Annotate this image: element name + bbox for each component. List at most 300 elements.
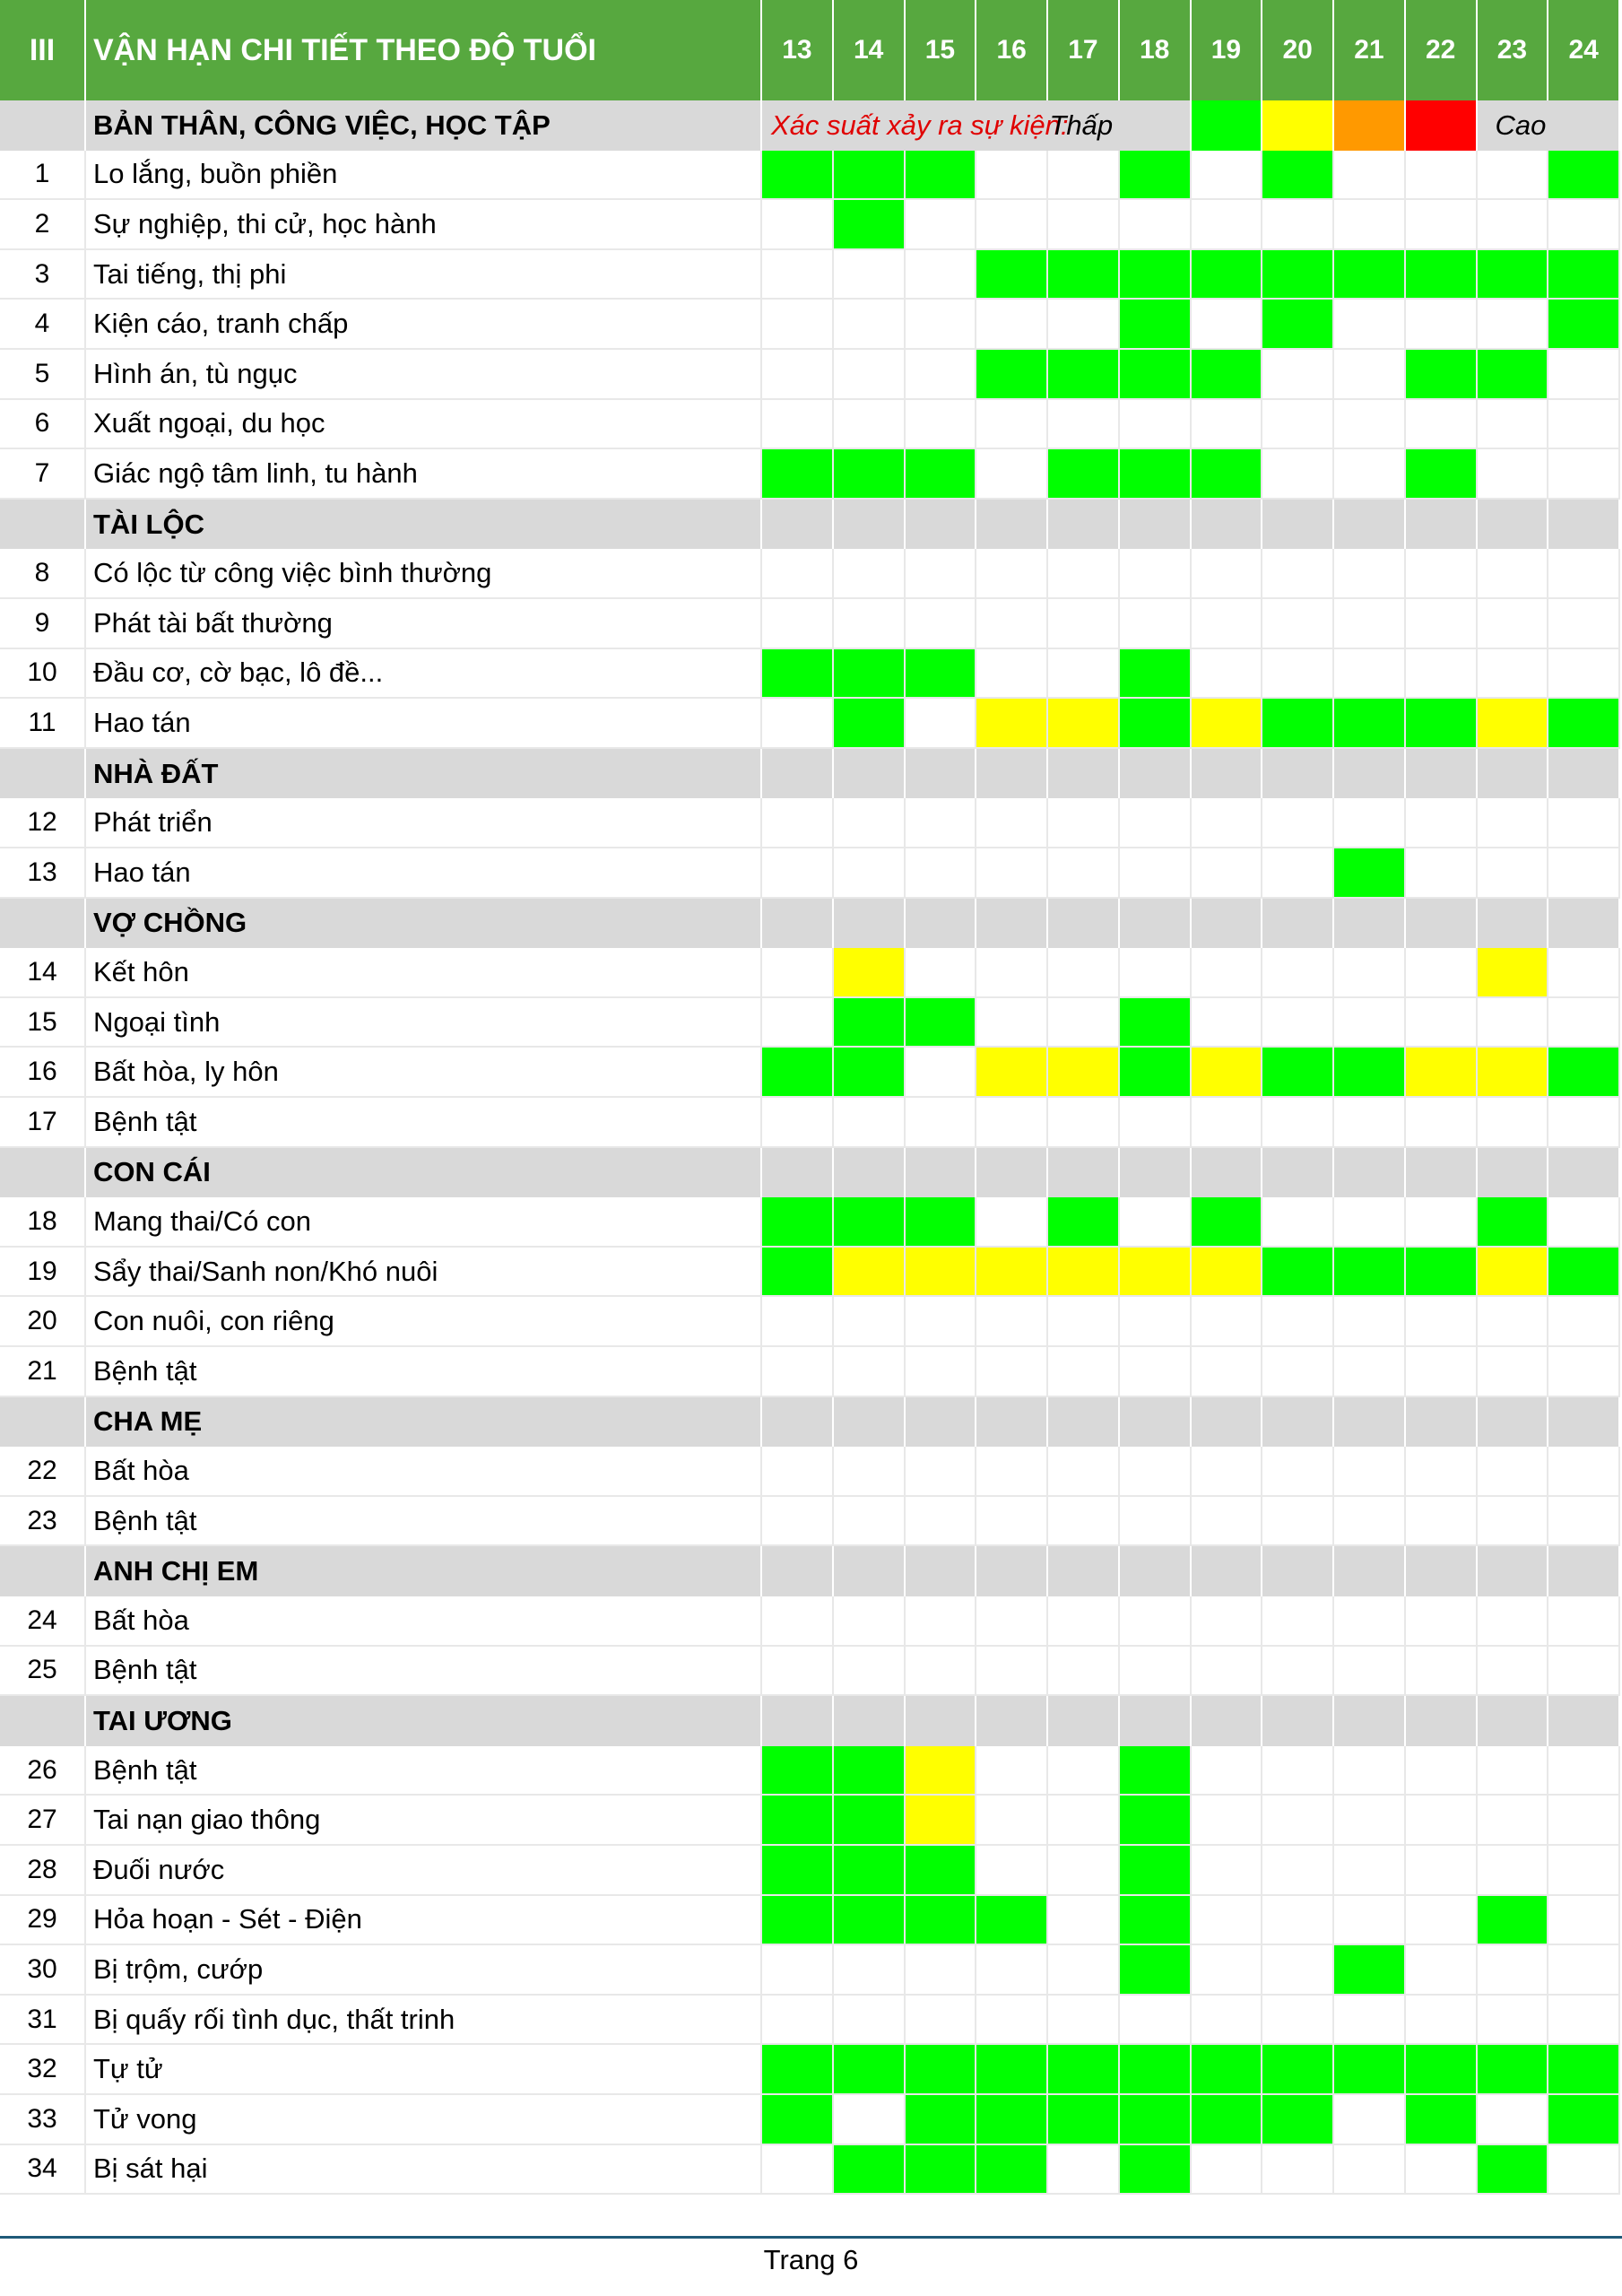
probability-low-cell xyxy=(834,1048,906,1098)
empty-cell xyxy=(976,848,1048,899)
empty-cell xyxy=(834,798,906,848)
empty-cell xyxy=(1048,1945,1120,1996)
empty-cell xyxy=(1192,151,1263,201)
table-row xyxy=(0,1497,1622,1547)
empty-cell xyxy=(1548,1996,1620,2046)
probability-low-cell xyxy=(1120,649,1192,700)
empty-cell xyxy=(1048,2145,1120,2196)
empty-cell xyxy=(1192,1497,1263,1547)
table-row xyxy=(0,699,1622,749)
row-label: Bệnh tật xyxy=(86,1347,762,1397)
probability-low-cell xyxy=(1048,1197,1120,1248)
table-row xyxy=(0,1447,1622,1497)
section-blank-cell xyxy=(976,899,1048,949)
section-number-cell xyxy=(0,1148,86,1198)
row-label: Sự nghiệp, thi cử, học hành xyxy=(86,200,762,250)
probability-medium-cell xyxy=(976,1048,1048,1098)
section-blank-cell xyxy=(1548,1546,1620,1596)
section-blank-cell xyxy=(976,1148,1048,1198)
empty-cell xyxy=(1334,400,1406,450)
empty-cell xyxy=(1478,1347,1549,1397)
empty-cell xyxy=(762,798,834,848)
empty-cell xyxy=(1406,400,1478,450)
empty-cell xyxy=(834,1098,906,1148)
empty-cell xyxy=(1406,300,1478,350)
year-header: 17 xyxy=(1048,0,1120,100)
empty-cell xyxy=(834,1297,906,1347)
row-label: Phát tài bất thường xyxy=(86,599,762,649)
probability-low-cell xyxy=(1478,350,1549,400)
table-row xyxy=(0,1846,1622,1896)
section-blank-cell xyxy=(834,1696,906,1746)
probability-low-cell xyxy=(1548,2095,1620,2145)
section-header xyxy=(0,100,1622,151)
empty-cell xyxy=(1548,350,1620,400)
probability-low-cell xyxy=(906,2045,977,2095)
empty-cell xyxy=(976,1996,1048,2046)
row-label: Mang thai/Có con xyxy=(86,1197,762,1248)
probability-low-cell xyxy=(1120,1945,1192,1996)
year-header: 23 xyxy=(1478,0,1549,100)
probability-low-cell xyxy=(906,1197,977,1248)
row-number: 11 xyxy=(0,699,86,749)
empty-cell xyxy=(906,848,977,899)
section-blank-cell xyxy=(1406,1696,1478,1746)
legend-swatch xyxy=(1192,100,1263,151)
probability-medium-cell xyxy=(834,948,906,998)
row-number: 23 xyxy=(0,1497,86,1547)
empty-cell xyxy=(1262,599,1334,649)
footer-divider xyxy=(0,2236,1622,2239)
section-blank-cell xyxy=(834,1148,906,1198)
section-blank-cell xyxy=(1548,500,1620,550)
empty-cell xyxy=(762,250,834,300)
row-number: 20 xyxy=(0,1297,86,1347)
probability-medium-cell xyxy=(1478,1248,1549,1298)
probability-low-cell xyxy=(834,1746,906,1796)
section-blank-cell xyxy=(1406,1148,1478,1198)
probability-low-cell xyxy=(1406,699,1478,749)
row-number: 8 xyxy=(0,549,86,599)
legend-area xyxy=(762,100,1192,151)
probability-low-cell xyxy=(1334,1945,1406,1996)
empty-cell xyxy=(1478,649,1549,700)
empty-cell xyxy=(906,1048,977,1098)
section-blank-cell xyxy=(906,1397,977,1448)
section-number-cell xyxy=(0,1696,86,1746)
section-blank-cell xyxy=(1478,1148,1549,1198)
probability-low-cell xyxy=(1548,699,1620,749)
empty-cell xyxy=(1478,798,1549,848)
page-number: Trang 6 xyxy=(763,2244,859,2275)
empty-cell xyxy=(1048,1497,1120,1547)
row-label: Có lộc từ công việc bình thường xyxy=(86,549,762,599)
row-number: 2 xyxy=(0,200,86,250)
probability-low-cell xyxy=(1548,2045,1620,2095)
table-row xyxy=(0,848,1622,899)
empty-cell xyxy=(1192,200,1263,250)
section-blank-cell xyxy=(1120,1397,1192,1448)
table-row xyxy=(0,1896,1622,1946)
empty-cell xyxy=(976,1447,1048,1497)
empty-cell xyxy=(1120,1447,1192,1497)
empty-cell xyxy=(1548,1347,1620,1397)
table-row xyxy=(0,1297,1622,1347)
empty-cell xyxy=(1262,1846,1334,1896)
empty-cell xyxy=(1048,1647,1120,1697)
probability-medium-cell xyxy=(1478,948,1549,998)
section-blank-cell xyxy=(1478,899,1549,949)
probability-low-cell xyxy=(834,1796,906,1846)
probability-low-cell xyxy=(762,1846,834,1896)
probability-low-cell xyxy=(976,1896,1048,1946)
empty-cell xyxy=(906,1347,977,1397)
empty-cell xyxy=(1478,998,1549,1048)
empty-cell xyxy=(1406,151,1478,201)
probability-medium-cell xyxy=(1406,1048,1478,1098)
empty-cell xyxy=(976,599,1048,649)
section-title: TÀI LỘC xyxy=(86,500,762,550)
empty-cell xyxy=(1262,400,1334,450)
empty-cell xyxy=(1478,599,1549,649)
probability-low-cell xyxy=(1262,699,1334,749)
empty-cell xyxy=(762,2145,834,2196)
empty-cell xyxy=(1048,1098,1120,1148)
empty-cell xyxy=(1548,1197,1620,1248)
row-number: 17 xyxy=(0,1098,86,1148)
row-number: 4 xyxy=(0,300,86,350)
empty-cell xyxy=(1048,649,1120,700)
empty-cell xyxy=(1406,798,1478,848)
empty-cell xyxy=(762,1647,834,1697)
empty-cell xyxy=(762,1447,834,1497)
empty-cell xyxy=(976,1647,1048,1697)
row-number: 34 xyxy=(0,2145,86,2196)
empty-cell xyxy=(1478,2095,1549,2145)
section-header xyxy=(0,500,1622,550)
probability-low-cell xyxy=(1120,2145,1192,2196)
empty-cell xyxy=(1262,1746,1334,1796)
probability-low-cell xyxy=(1120,2045,1192,2095)
empty-cell xyxy=(1048,1896,1120,1946)
year-header: 14 xyxy=(834,0,906,100)
empty-cell xyxy=(1406,1846,1478,1896)
probability-low-cell xyxy=(1192,2045,1263,2095)
legend-label: Xác suất xảy ra sự kiện: xyxy=(771,109,1069,141)
table-row xyxy=(0,1746,1622,1796)
empty-cell xyxy=(1406,1197,1478,1248)
probability-low-cell xyxy=(1548,1048,1620,1098)
row-label: Bệnh tật xyxy=(86,1746,762,1796)
empty-cell xyxy=(1262,1647,1334,1697)
section-blank-cell xyxy=(1192,1148,1263,1198)
row-label: Giác ngộ tâm linh, tu hành xyxy=(86,449,762,500)
empty-cell xyxy=(1192,1996,1263,2046)
section-blank-cell xyxy=(1048,899,1120,949)
probability-low-cell xyxy=(1120,350,1192,400)
empty-cell xyxy=(1334,649,1406,700)
row-label: Đầu cơ, cờ bạc, lô đề... xyxy=(86,649,762,700)
empty-cell xyxy=(1262,1896,1334,1946)
probability-low-cell xyxy=(1120,1796,1192,1846)
empty-cell xyxy=(1120,200,1192,250)
empty-cell xyxy=(1406,549,1478,599)
empty-cell xyxy=(1120,400,1192,450)
probability-low-cell xyxy=(1478,250,1549,300)
empty-cell xyxy=(1262,1497,1334,1547)
probability-low-cell xyxy=(1048,250,1120,300)
empty-cell xyxy=(1192,649,1263,700)
empty-cell xyxy=(1548,649,1620,700)
empty-cell xyxy=(1334,1297,1406,1347)
probability-low-cell xyxy=(762,649,834,700)
probability-low-cell xyxy=(762,1746,834,1796)
empty-cell xyxy=(906,599,977,649)
section-title: NHÀ ĐẤT xyxy=(86,749,762,799)
empty-cell xyxy=(976,649,1048,700)
probability-low-cell xyxy=(1120,2095,1192,2145)
legend-swatch xyxy=(1406,100,1478,151)
empty-cell xyxy=(1192,1796,1263,1846)
empty-cell xyxy=(1406,998,1478,1048)
section-blank-cell xyxy=(834,1397,906,1448)
empty-cell xyxy=(1548,848,1620,899)
legend-high: Cao xyxy=(1495,109,1547,141)
table-row xyxy=(0,599,1622,649)
table-row xyxy=(0,151,1622,201)
table-row xyxy=(0,300,1622,350)
probability-medium-cell xyxy=(976,699,1048,749)
row-number: 32 xyxy=(0,2045,86,2095)
empty-cell xyxy=(1406,1896,1478,1946)
empty-cell xyxy=(1548,1945,1620,1996)
probability-medium-cell xyxy=(1478,1048,1549,1098)
empty-cell xyxy=(1262,848,1334,899)
row-number: 9 xyxy=(0,599,86,649)
empty-cell xyxy=(1048,200,1120,250)
probability-low-cell xyxy=(1048,350,1120,400)
empty-cell xyxy=(834,2095,906,2145)
probability-low-cell xyxy=(1120,1896,1192,1946)
probability-low-cell xyxy=(1120,151,1192,201)
empty-cell xyxy=(1406,1297,1478,1347)
empty-cell xyxy=(976,400,1048,450)
section-blank-cell xyxy=(1334,749,1406,799)
empty-cell xyxy=(906,1497,977,1547)
empty-cell xyxy=(1192,400,1263,450)
section-blank-cell xyxy=(1548,1696,1620,1746)
empty-cell xyxy=(1192,948,1263,998)
empty-cell xyxy=(1478,1996,1549,2046)
table-row xyxy=(0,2145,1622,2196)
section-blank-cell xyxy=(1478,500,1549,550)
empty-cell xyxy=(1478,200,1549,250)
section-blank-cell xyxy=(1334,1546,1406,1596)
section-header xyxy=(0,749,1622,799)
section-number-cell xyxy=(0,1397,86,1448)
empty-cell xyxy=(1548,1596,1620,1647)
empty-cell xyxy=(834,1497,906,1547)
row-number: 21 xyxy=(0,1347,86,1397)
legend-swatch xyxy=(1334,100,1406,151)
empty-cell xyxy=(1478,1746,1549,1796)
empty-cell xyxy=(1548,998,1620,1048)
empty-cell xyxy=(1262,1347,1334,1397)
empty-cell xyxy=(1406,1596,1478,1647)
section-blank-cell xyxy=(1120,1148,1192,1198)
probability-low-cell xyxy=(1334,2045,1406,2095)
empty-cell xyxy=(1334,798,1406,848)
section-blank-cell xyxy=(1334,1696,1406,1746)
table-row xyxy=(0,1796,1622,1846)
section-blank-cell xyxy=(1192,1397,1263,1448)
empty-cell xyxy=(976,1796,1048,1846)
empty-cell xyxy=(1334,1347,1406,1397)
empty-cell xyxy=(1334,1197,1406,1248)
table-row xyxy=(0,649,1622,700)
probability-low-cell xyxy=(834,200,906,250)
probability-low-cell xyxy=(976,2145,1048,2196)
empty-cell xyxy=(1192,1596,1263,1647)
empty-cell xyxy=(834,1596,906,1647)
row-label: Bất hòa xyxy=(86,1447,762,1497)
empty-cell xyxy=(1192,848,1263,899)
probability-low-cell xyxy=(1478,2145,1549,2196)
empty-cell xyxy=(1120,549,1192,599)
probability-low-cell xyxy=(1262,1048,1334,1098)
probability-low-cell xyxy=(762,1796,834,1846)
probability-low-cell xyxy=(1334,1048,1406,1098)
empty-cell xyxy=(834,1945,906,1996)
probability-low-cell xyxy=(1192,350,1263,400)
probability-low-cell xyxy=(1406,250,1478,300)
probability-low-cell xyxy=(1406,350,1478,400)
probability-low-cell xyxy=(834,998,906,1048)
probability-low-cell xyxy=(1548,1248,1620,1298)
row-label: Bất hòa, ly hôn xyxy=(86,1048,762,1098)
row-label: Tai nạn giao thông xyxy=(86,1796,762,1846)
empty-cell xyxy=(1334,948,1406,998)
section-title: CON CÁI xyxy=(86,1148,762,1198)
empty-cell xyxy=(1406,599,1478,649)
table-row xyxy=(0,1596,1622,1647)
row-label: Tai tiếng, thị phi xyxy=(86,250,762,300)
probability-low-cell xyxy=(1120,1846,1192,1896)
section-header xyxy=(0,1696,1622,1746)
probability-low-cell xyxy=(1048,2045,1120,2095)
empty-cell xyxy=(1262,1996,1334,2046)
probability-low-cell xyxy=(1406,1248,1478,1298)
empty-cell xyxy=(976,300,1048,350)
section-blank-cell xyxy=(834,749,906,799)
empty-cell xyxy=(976,1497,1048,1547)
empty-cell xyxy=(1192,599,1263,649)
empty-cell xyxy=(906,200,977,250)
section-blank-cell xyxy=(906,1696,977,1746)
probability-low-cell xyxy=(1262,2045,1334,2095)
empty-cell xyxy=(834,1347,906,1397)
empty-cell xyxy=(1548,1647,1620,1697)
empty-cell xyxy=(1262,200,1334,250)
table-row xyxy=(0,1248,1622,1298)
probability-low-cell xyxy=(906,1896,977,1946)
section-blank-cell xyxy=(1120,500,1192,550)
section-blank-cell xyxy=(762,749,834,799)
section-blank-cell xyxy=(1406,899,1478,949)
empty-cell xyxy=(1548,1497,1620,1547)
table-row xyxy=(0,1048,1622,1098)
empty-cell xyxy=(1262,649,1334,700)
section-blank-cell xyxy=(1334,899,1406,949)
empty-cell xyxy=(1192,1347,1263,1397)
row-label: Bệnh tật xyxy=(86,1497,762,1547)
section-blank-cell xyxy=(762,1546,834,1596)
section-blank-cell xyxy=(1192,1546,1263,1596)
empty-cell xyxy=(1406,848,1478,899)
section-blank-cell xyxy=(1262,899,1334,949)
section-blank-cell xyxy=(976,1546,1048,1596)
row-label: Kiện cáo, tranh chấp xyxy=(86,300,762,350)
section-blank-cell xyxy=(1192,500,1263,550)
empty-cell xyxy=(1048,1746,1120,1796)
probability-low-cell xyxy=(762,2095,834,2145)
empty-cell xyxy=(1478,549,1549,599)
empty-cell xyxy=(1478,1098,1549,1148)
section-blank-cell xyxy=(1478,749,1549,799)
empty-cell xyxy=(762,699,834,749)
empty-cell xyxy=(1192,549,1263,599)
empty-cell xyxy=(1548,400,1620,450)
probability-low-cell xyxy=(762,449,834,500)
section-blank-cell xyxy=(1262,1696,1334,1746)
table-row xyxy=(0,1197,1622,1248)
empty-cell xyxy=(906,699,977,749)
row-number: 6 xyxy=(0,400,86,450)
empty-cell xyxy=(1192,1746,1263,1796)
section-header xyxy=(0,1148,1622,1198)
empty-cell xyxy=(1120,1347,1192,1397)
section-blank-cell xyxy=(1478,1397,1549,1448)
probability-medium-cell xyxy=(906,1248,977,1298)
empty-cell xyxy=(1334,599,1406,649)
year-header: 18 xyxy=(1120,0,1192,100)
probability-low-cell xyxy=(1478,1197,1549,1248)
row-number: 30 xyxy=(0,1945,86,1996)
section-title: ANH CHỊ EM xyxy=(86,1546,762,1596)
empty-cell xyxy=(834,350,906,400)
empty-cell xyxy=(1334,151,1406,201)
empty-cell xyxy=(1192,1846,1263,1896)
empty-cell xyxy=(1478,1945,1549,1996)
empty-cell xyxy=(834,1647,906,1697)
section-blank-cell xyxy=(1048,500,1120,550)
section-blank-cell xyxy=(1262,1546,1334,1596)
probability-low-cell xyxy=(1548,151,1620,201)
section-blank-cell xyxy=(1334,500,1406,550)
empty-cell xyxy=(1478,300,1549,350)
empty-cell xyxy=(1120,948,1192,998)
empty-cell xyxy=(1406,1447,1478,1497)
probability-low-cell xyxy=(1334,250,1406,300)
empty-cell xyxy=(1478,1447,1549,1497)
probability-medium-cell xyxy=(1048,1248,1120,1298)
empty-cell xyxy=(834,400,906,450)
year-header: 16 xyxy=(976,0,1048,100)
empty-cell xyxy=(1192,1098,1263,1148)
empty-cell xyxy=(1048,948,1120,998)
section-number-cell xyxy=(0,749,86,799)
year-header: 19 xyxy=(1192,0,1263,100)
